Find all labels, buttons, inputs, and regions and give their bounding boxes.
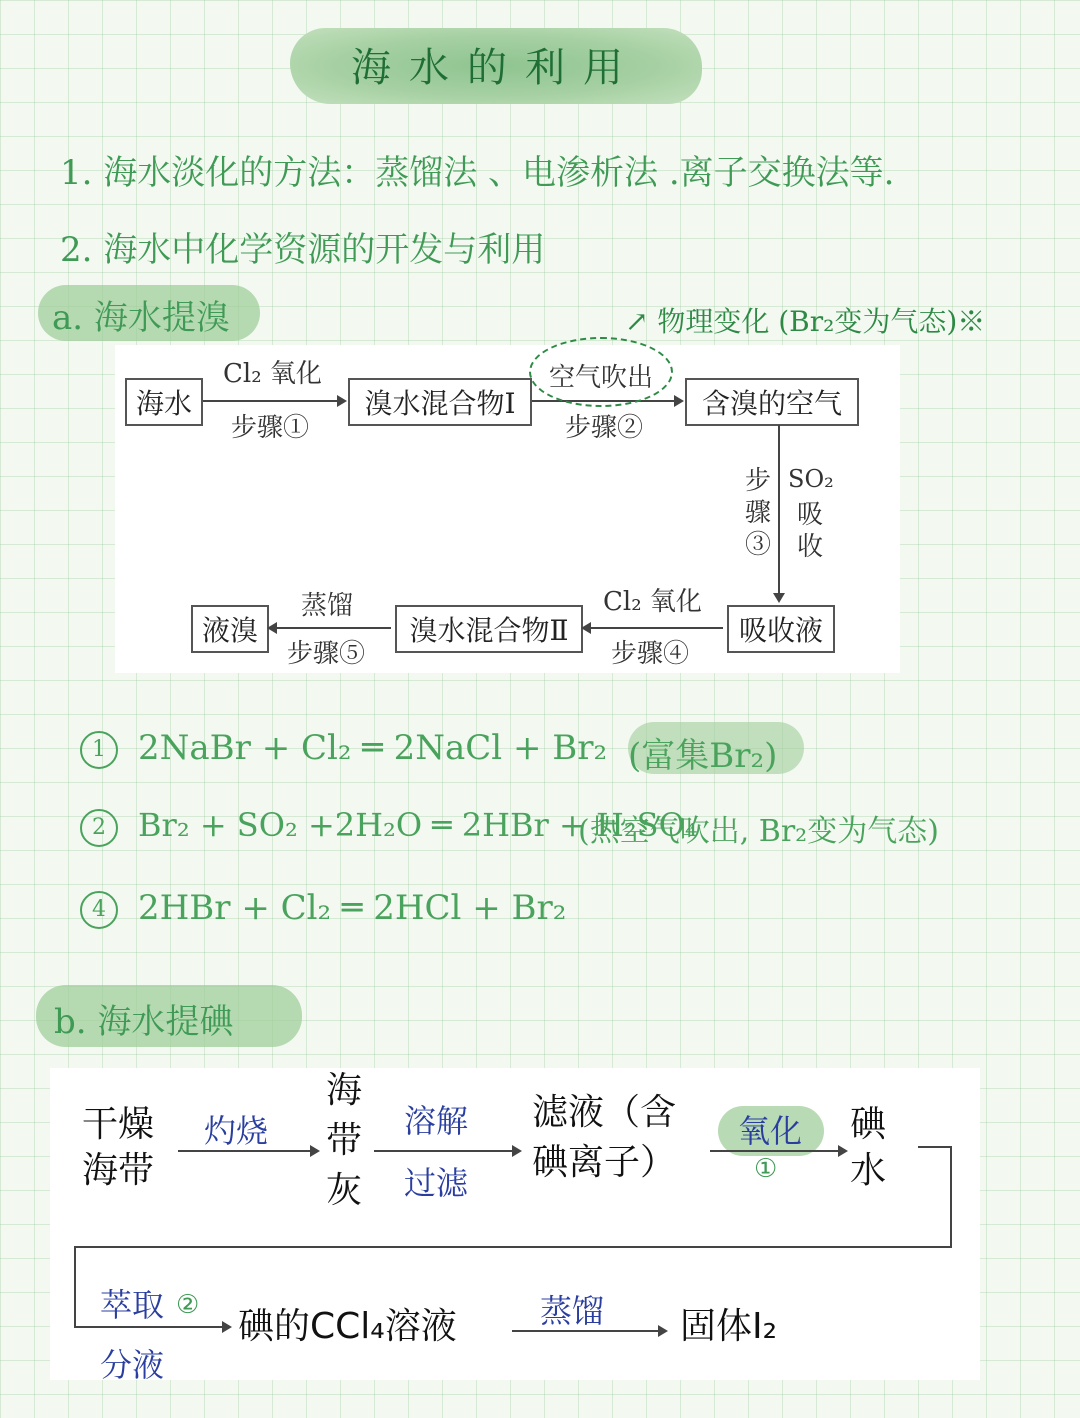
- dry-kelp-1: 干燥: [82, 1104, 155, 1145]
- arrow-oxidize: [710, 1150, 846, 1152]
- ccl4-solution: 碘的CCl₄溶液: [238, 1306, 457, 1347]
- label-filter: 过滤: [404, 1164, 469, 1202]
- step-5-bottom: 步骤⑤: [287, 639, 366, 669]
- mark-1: ①: [754, 1154, 778, 1184]
- box-seawater: 海水: [125, 378, 203, 426]
- label-extract: 萃取: [100, 1286, 165, 1324]
- box-bromine-air: 含溴的空气: [685, 378, 859, 426]
- iodine-water-2: 水: [850, 1150, 887, 1191]
- box-liquid-bromine: 液溴: [191, 605, 269, 653]
- arrow-step-5: [269, 627, 391, 629]
- step-4-top: Cl₂ 氧化: [603, 587, 702, 617]
- arrow-step-1: [203, 400, 345, 402]
- filtrate-1: 滤液（含: [532, 1092, 677, 1133]
- connector-middle: [74, 1246, 952, 1248]
- step-3-so2: SO₂: [788, 465, 834, 493]
- note-line-2: 2. 海水中化学资源的开发与利用: [60, 230, 546, 270]
- equation-2-note: (热空气吹出, Br₂变为气态): [578, 814, 939, 849]
- ash-3: 灰: [326, 1170, 363, 1211]
- step-1-top: Cl₂ 氧化: [223, 359, 322, 389]
- iodine-water-1: 碘: [850, 1104, 887, 1145]
- step-2-bottom: 步骤②: [565, 413, 644, 443]
- equation-4-text: 2HBr + Cl₂ ═ 2HCl + Br₂: [138, 888, 567, 928]
- equation-4: [80, 888, 566, 929]
- step-5-top: 蒸馏: [301, 591, 354, 621]
- connector-top: [918, 1146, 952, 1148]
- section-a-heading: a. 海水提溴: [52, 298, 230, 338]
- equation-2-text: Br₂ + SO₂ +2H₂O ═ 2HBr + H₂SO₄: [138, 806, 698, 844]
- equation-1: [80, 728, 607, 769]
- iodine-flow-panel: [50, 1068, 980, 1384]
- page-title: 海水的利用: [351, 45, 641, 91]
- note-line-1: 1. 海水淡化的方法：蒸馏法 、电渗析法 .离子交换法等.: [60, 153, 895, 193]
- label-separate: 分液: [100, 1346, 165, 1384]
- step-1-bottom: 步骤①: [231, 413, 310, 443]
- label-dissolve: 溶解: [404, 1102, 469, 1140]
- section-b-heading: b. 海水提碘: [54, 1002, 234, 1042]
- connector-left: [74, 1246, 76, 1328]
- connector-right: [950, 1146, 952, 1248]
- arrow-extract: [74, 1326, 230, 1328]
- equation-1-number: 1: [80, 731, 118, 769]
- arrow-burn: [178, 1150, 318, 1152]
- step-2-top: 空气吹出: [549, 363, 654, 393]
- label-oxidize: 氧化: [738, 1112, 803, 1150]
- solid-iodine: 固体I₂: [680, 1306, 778, 1347]
- bromine-flow-panel: [115, 345, 900, 673]
- step-3-absorb: 吸收: [797, 500, 824, 562]
- physical-change-annotation: ↗ 物理变化 (Br₂变为气态)※: [625, 305, 986, 338]
- equation-1-note: (富集Br₂): [628, 736, 778, 776]
- step-4-bottom: 步骤④: [611, 639, 690, 669]
- mark-2: ②: [176, 1290, 200, 1320]
- equation-2-number: 2: [80, 809, 118, 847]
- equation-1-text: 2NaBr + Cl₂ ═ 2NaCl + Br₂: [138, 728, 608, 768]
- box-absorb-liquid: 吸收液: [727, 605, 835, 653]
- box-bromine-mix-1: 溴水混合物Ⅰ: [348, 378, 532, 426]
- label-burn: 灼烧: [204, 1112, 269, 1150]
- ash-2: 带: [326, 1120, 363, 1161]
- arrow-distill: [512, 1330, 666, 1332]
- arrow-step-3: [778, 425, 780, 601]
- box-bromine-mix-2: 溴水混合物Ⅱ: [395, 605, 583, 653]
- label-distill: 蒸馏: [540, 1292, 605, 1330]
- arrow-dissolve: [374, 1150, 520, 1152]
- arrow-step-4: [583, 627, 723, 629]
- ash-1: 海: [326, 1070, 363, 1111]
- equation-4-number: 4: [80, 891, 118, 929]
- filtrate-2: 碘离子）: [532, 1142, 677, 1183]
- step-3-left: 步骤③: [745, 466, 772, 560]
- dry-kelp-2: 海带: [82, 1150, 155, 1191]
